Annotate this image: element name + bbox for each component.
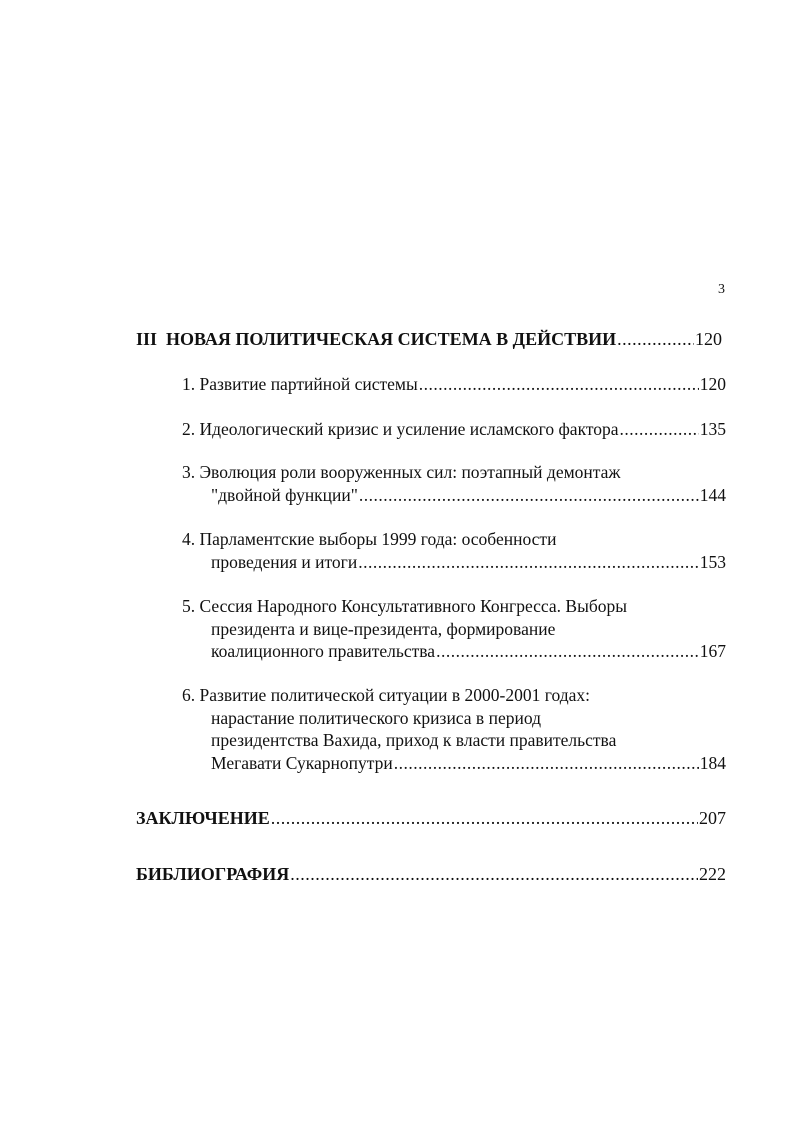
- bibliography-title: БИБЛИОГРАФИЯ: [136, 864, 290, 884]
- chapter-number: III: [136, 329, 158, 349]
- toc-section-2: [182, 418, 726, 441]
- toc-section-4: [182, 528, 726, 573]
- leader-dots: [271, 807, 698, 830]
- page-ref: 222: [699, 864, 726, 884]
- toc-line: [182, 484, 726, 507]
- page-ref: 184: [699, 752, 726, 773]
- toc-section-5: [182, 595, 726, 663]
- toc-line: [182, 373, 726, 396]
- leader-dots: [290, 863, 698, 886]
- section-title-continued: Мегавати Сукарнопутри: [211, 752, 393, 773]
- toc-line: [182, 752, 726, 775]
- toc-conclusion: [136, 807, 726, 830]
- toc-line: [136, 807, 726, 830]
- toc-line: [182, 551, 726, 574]
- page-ref: 135: [699, 419, 726, 439]
- leader-dots: [358, 551, 699, 574]
- section-title-continued: "двойной функции": [211, 484, 358, 505]
- chapter-title: НОВАЯ ПОЛИТИЧЕСКАЯ СИСТЕМА В ДЕЙСТВИИ: [166, 329, 617, 349]
- leader-dots: [620, 418, 699, 441]
- toc-line: [182, 640, 726, 663]
- section-title-continued: нарастание политического кризиса в период: [211, 707, 541, 728]
- toc-line: [136, 328, 722, 351]
- section-title-continued: коалиционного правительства: [211, 641, 436, 661]
- section-title: 2. Идеологический кризис и усиление исламского фактора: [182, 419, 619, 439]
- section-title-continued: проведения и итоги: [211, 551, 358, 572]
- section-title-continued: президентства Вахида, приход к власти правительства: [211, 730, 617, 750]
- section-title-continued: президента и вице-президента, формирование: [211, 618, 556, 639]
- toc-bibliography: [136, 863, 726, 886]
- conclusion-title: ЗАКЛЮЧЕНИЕ: [136, 808, 270, 828]
- section-title: 3. Эволюция роли вооруженных сил: поэтапный демонтаж: [182, 462, 621, 482]
- section-title: 4. Парламентские выборы 1999 года: особенности: [182, 529, 557, 549]
- page-ref: 144: [699, 484, 726, 505]
- toc-line: [182, 418, 726, 441]
- leader-dots: [394, 752, 699, 775]
- page-ref: 120: [699, 374, 726, 394]
- toc-section-1: [182, 373, 726, 396]
- toc-section-6: [182, 684, 726, 774]
- leader-dots: [617, 328, 694, 351]
- page-ref: 167: [699, 641, 726, 661]
- page-ref: 207: [699, 808, 726, 828]
- toc-line: [136, 863, 726, 886]
- section-title: 1. Развитие партийной системы: [182, 374, 418, 394]
- leader-dots: [436, 640, 699, 663]
- toc-section-3: [182, 461, 726, 506]
- toc-chapter-3: [136, 328, 722, 351]
- section-title: 5. Сессия Народного Консультативного Конгресса. Выборы: [182, 596, 628, 616]
- leader-dots: [419, 373, 699, 396]
- leader-dots: [359, 484, 699, 507]
- page-ref: 120: [695, 329, 722, 349]
- section-title: 6. Развитие политической ситуации в 2000-2001 годах:: [182, 685, 590, 705]
- page-ref: 153: [699, 551, 726, 572]
- page-number: 3: [718, 282, 725, 297]
